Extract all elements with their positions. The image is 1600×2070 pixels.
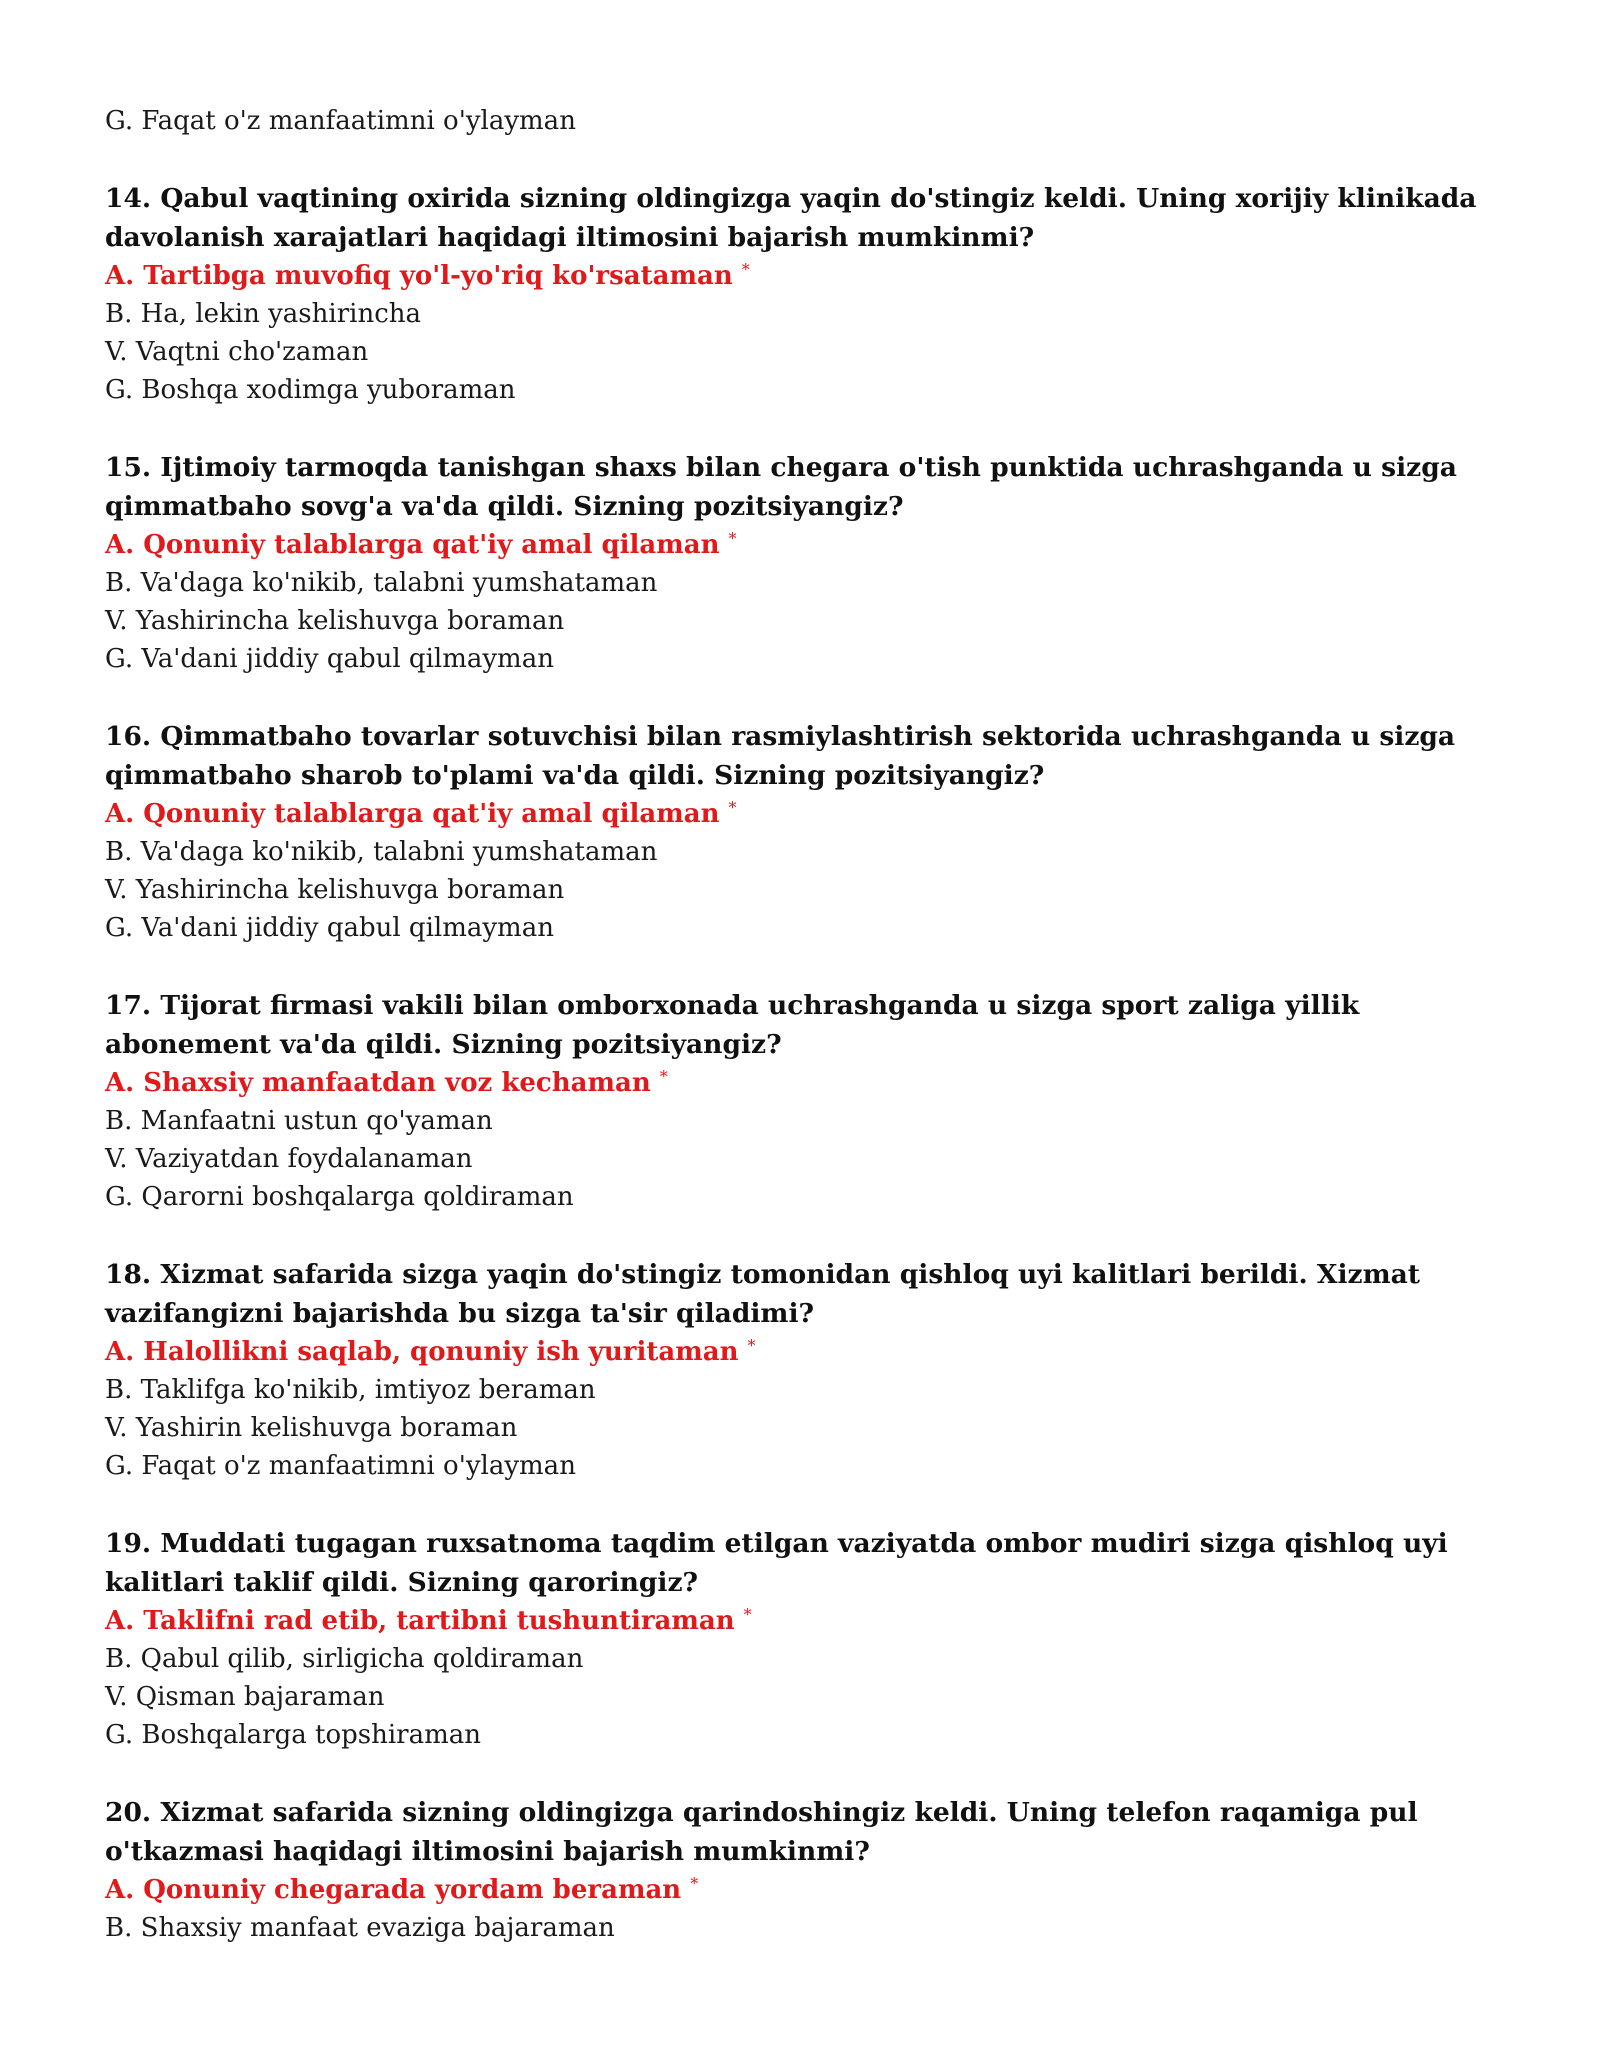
answer-option: V. Yashirincha kelishuvga boraman [105,606,565,636]
correct-answer [105,795,1495,833]
question-text: 17. Tijorat firmasi vakili bilan omborxonada uchrashganda u sizga sport zaliga yillik abonement va'da qildi. Sizning pozitsiyangiz? [105,990,1360,1060]
answer-option: B. Manfaatni ustun qo'yaman [105,1106,493,1136]
question-block [105,449,1495,678]
answer-option: B. Qabul qilib, sirligicha qoldiraman [105,1644,584,1674]
correct-marker-asterisk: * [743,1605,752,1624]
question-list [105,180,1495,1947]
correct-answer [105,257,1495,295]
question-block [105,180,1495,409]
answer-option: V. Yashirincha kelishuvga boraman [105,875,565,905]
answer-option: V. Vaziyatdan foydalanaman [105,1144,473,1174]
answer-option: G. Va'dani jiddiy qabul qilmayman [105,913,554,943]
question-text: 19. Muddati tugagan ruxsatnoma taqdim etilgan vaziyatda ombor mudiri sizga qishloq uyi kalitlari taklif qildi. Sizning qaroringiz? [105,1528,1448,1598]
answer-option: V. Yashirin kelishuvga boraman [105,1413,518,1443]
answer-option: V. Qisman bajaraman [105,1682,385,1712]
correct-marker-asterisk: * [728,529,737,548]
answer-option: G. Boshqa xodimga yuboraman [105,375,516,405]
correct-marker-asterisk: * [728,798,737,817]
correct-answer [105,1871,1495,1909]
answer-option: G. Qarorni boshqalarga qoldiraman [105,1182,574,1212]
correct-answer-text: A. Halollikni saqlab, qonuniy ish yuritaman [105,1337,739,1367]
question-text: 18. Xizmat safarida sizga yaqin do'stingiz tomonidan qishloq uyi kalitlari berildi. Xizmat vazifangizni bajarishda bu sizga ta'sir qiladimi? [105,1259,1421,1329]
correct-answer [105,1602,1495,1640]
carryover-option: G. Faqat o'z manfaatimni o'ylayman [105,106,576,136]
answer-option: G. Faqat o'z manfaatimni o'ylayman [105,1451,576,1481]
correct-answer-text: A. Qonuniy chegarada yordam beraman [105,1875,682,1905]
answer-option: G. Boshqalarga topshiraman [105,1720,481,1750]
correct-marker-asterisk: * [741,260,750,279]
answer-option: B. Ha, lekin yashirincha [105,299,422,329]
answer-option: B. Va'daga ko'nikib, talabni yumshataman [105,837,658,867]
question-text: 14. Qabul vaqtining oxirida sizning oldingizga yaqin do'stingiz keldi. Uning xorijiy klinikada davolanish xarajatlari haqidagi iltimosini bajarish mumkinmi? [105,183,1477,253]
question-block [105,718,1495,947]
question-text: 16. Qimmatbaho tovarlar sotuvchisi bilan rasmiylashtirish sektorida uchrashganda u sizga qimmatbaho sharob to'plami va'da qildi. Sizning pozitsiyangiz? [105,721,1456,791]
correct-answer [105,526,1495,564]
answer-option: B. Taklifga ko'nikib, imtiyoz beraman [105,1375,596,1405]
correct-marker-asterisk: * [747,1336,756,1355]
correct-marker-asterisk: * [659,1067,668,1086]
answer-option: V. Vaqtni cho'zaman [105,337,369,367]
correct-answer [105,1333,1495,1371]
correct-marker-asterisk: * [690,1874,699,1893]
correct-answer-text: A. Taklifni rad etib, tartibni tushuntiraman [105,1606,735,1636]
correct-answer-text: A. Shaxsiy manfaatdan voz kechaman [105,1068,651,1098]
correct-answer [105,1064,1495,1102]
question-block [105,1794,1495,1947]
correct-answer-text: A. Qonuniy talablarga qat'iy amal qilaman [105,799,720,829]
correct-answer-text: A. Qonuniy talablarga qat'iy amal qilaman [105,530,720,560]
correct-answer-text: A. Tartibga muvofiq yo'l-yo'riq ko'rsataman [105,261,733,291]
question-block [105,1256,1495,1485]
answer-option: G. Va'dani jiddiy qabul qilmayman [105,644,554,674]
answer-option: B. Va'daga ko'nikib, talabni yumshataman [105,568,658,598]
answer-option: B. Shaxsiy manfaat evaziga bajaraman [105,1913,615,1943]
question-text: 20. Xizmat safarida sizning oldingizga qarindoshingiz keldi. Uning telefon raqamiga pul o'tkazmasi haqidagi iltimosini bajarish mumkinmi? [105,1797,1418,1867]
question-block [105,987,1495,1216]
question-text: 15. Ijtimoiy tarmoqda tanishgan shaxs bilan chegara o'tish punktida uchrashganda u sizga qimmatbaho sovg'a va'da qildi. Sizning pozitsiyangiz? [105,452,1457,522]
question-block [105,1525,1495,1754]
